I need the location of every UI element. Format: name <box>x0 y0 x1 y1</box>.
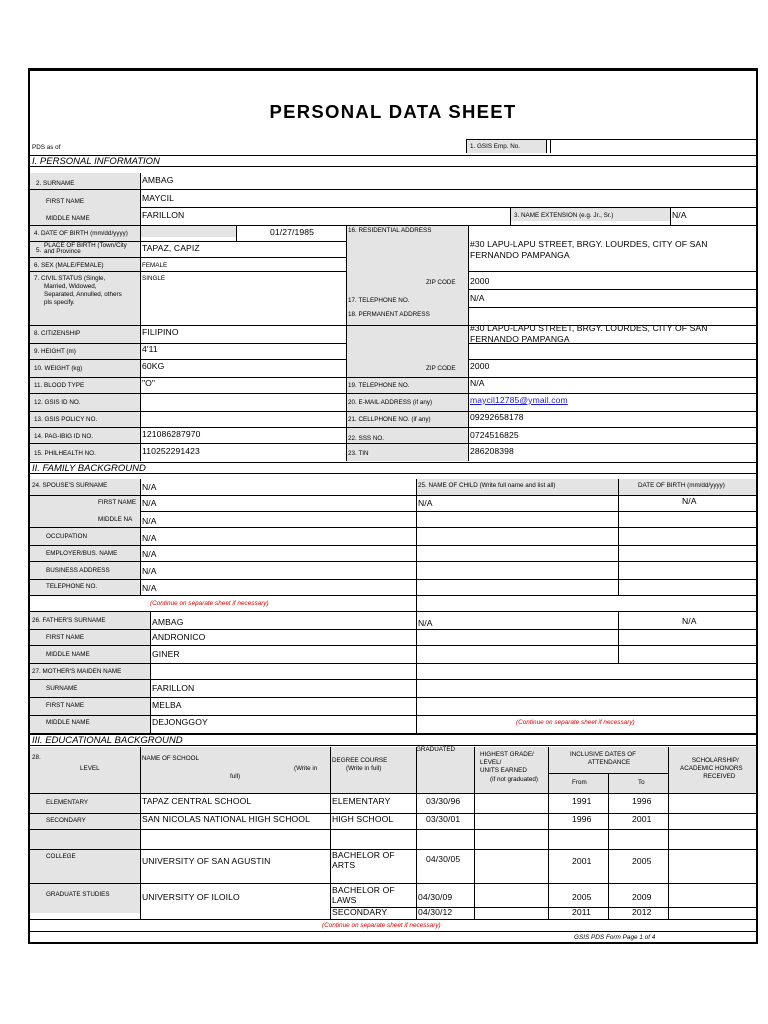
education-row-degree[interactable]: ELEMENTARY <box>332 796 391 806</box>
residential-address-value[interactable]: #30 LAPU-LAPU STREET, BRGY. LOURDES, CITY OF SAN FERNANDO PAMPANGA <box>470 239 708 260</box>
sss-value[interactable]: 0724516825 <box>470 430 519 440</box>
permanent-address-value[interactable]: #30 LAPU-LAPU STREET, BRGY. LOURDES, CITY OF SAN FERNANDO PAMPANGA <box>470 323 708 344</box>
section-personal-information <box>30 155 756 167</box>
personal-data-sheet-form <box>28 68 758 944</box>
tin-label: 23. TIN <box>348 450 369 457</box>
mother-middle-value[interactable]: DEJONGGOY <box>152 717 208 727</box>
weight-label: 10. WEIGHT (kg) <box>34 365 83 372</box>
father-first-label: FIRST NAME <box>46 634 85 641</box>
name-extension-value[interactable]: N/A <box>672 210 687 220</box>
education-row-from[interactable]: 1991 <box>572 796 592 806</box>
pob-label: PLACE OF BIRTH (Town/City and Province <box>44 242 127 256</box>
pagibig-label: 14. PAG-IBIG ID NO. <box>34 433 94 440</box>
occupation-value[interactable]: N/A <box>142 533 157 543</box>
spouse-surname-value[interactable]: N/A <box>142 482 157 492</box>
education-row-degree[interactable]: SECONDARY <box>332 907 388 917</box>
res-zip-value[interactable]: 2000 <box>470 276 490 286</box>
honors-header: SCHOLARSHIP/ ACADEMIC HONORS RECEIVED <box>680 757 743 781</box>
from-header: From <box>572 779 587 786</box>
education-number: 28. <box>32 754 41 761</box>
spouse-telephone-value[interactable]: N/A <box>142 583 157 593</box>
family-continue-note: (Continue on separate sheet if necessary) <box>150 600 269 607</box>
email-value[interactable]: maycil12785@ymail.com <box>470 395 568 405</box>
father-surname-value[interactable]: AMBAG <box>152 617 184 627</box>
mother-middle-label: MIDDLE NAME <box>46 719 90 726</box>
education-row-graduated[interactable]: 04/30/09 <box>418 892 453 902</box>
philhealth-label: 15. PHILHEALTH NO. <box>34 450 96 457</box>
tel19-value[interactable]: N/A <box>470 378 485 388</box>
civil-status-label: 7. CIVIL STATUS (Single, Married, Widowed, Separated, Annulled, others pls specify. <box>34 275 122 306</box>
child-name-value-2[interactable]: N/A <box>418 618 433 628</box>
section-family-background <box>30 462 756 474</box>
dob-value[interactable]: 01/27/1985 <box>270 227 315 237</box>
blood-type-label: 11. BLOOD TYPE <box>34 382 85 389</box>
inclusive-dates-header: INCLUSIVE DATES OF ATTENDANCE <box>570 751 637 767</box>
education-row-to[interactable]: 2009 <box>632 892 652 902</box>
form-footer: GSIS PDS Form Page 1 of 4 <box>574 934 656 941</box>
citizenship-value[interactable]: FILIPINO <box>142 327 179 337</box>
education-row-level: COLLEGE <box>46 853 76 860</box>
cellphone-value[interactable]: 09292658178 <box>470 412 524 422</box>
education-row-to[interactable]: 2005 <box>632 856 652 866</box>
education-row-school[interactable]: UNIVERSITY OF SAN AGUSTIN <box>142 856 271 866</box>
spouse-first-value[interactable]: N/A <box>142 498 157 508</box>
height-label: 9. HEIGHT (m) <box>34 348 76 355</box>
surname-value[interactable]: AMBAG <box>142 175 174 185</box>
child-dob-value[interactable]: N/A <box>682 496 697 506</box>
perm-zip-label: ZIP CODE <box>426 365 456 372</box>
level-header: LEVEL <box>80 765 100 772</box>
residential-address-label: 16. RESIDENTIAL ADDRESS <box>348 227 432 234</box>
child-name-header: 25. NAME OF CHILD (Write full name and list all) <box>418 482 556 489</box>
education-row-level: GRADUATE STUDIES <box>46 891 110 898</box>
mother-first-value[interactable]: MELBA <box>152 700 182 710</box>
child-name-value[interactable]: N/A <box>418 498 433 508</box>
sex-value[interactable]: FEMALE <box>142 262 168 269</box>
middle-name-value[interactable]: FARILLON <box>142 210 185 220</box>
name-extension-label: 3. NAME EXTENSION (e.g. Jr., Sr.) <box>514 212 614 219</box>
employer-value[interactable]: N/A <box>142 549 157 559</box>
education-row-graduated[interactable]: 04/30/12 <box>418 907 453 917</box>
mother-surname-label: SURNAME <box>46 685 78 692</box>
to-header: To <box>638 779 645 786</box>
education-row-school[interactable]: SAN NICOLAS NATIONAL HIGH SCHOOL <box>142 814 310 824</box>
gsis-emp-no-label: 1. GSIS Emp. No. <box>470 143 521 150</box>
tel17-value[interactable]: N/A <box>470 293 485 303</box>
highest-grade-header: HIGHEST GRADE/ LEVEL/ UNITS EARNED (if not graduated) <box>480 751 538 783</box>
child-dob-header: DATE OF BIRTH (mm/dd/yyyy) <box>638 482 725 489</box>
blood-type-value[interactable]: "O" <box>142 378 156 388</box>
education-continue-note: (Continue on separate sheet if necessary) <box>322 922 441 929</box>
first-name-value[interactable]: MAYCIL <box>142 193 174 203</box>
section-education-title: III. EDUCATIONAL BACKGROUND <box>32 735 183 746</box>
education-row-graduated[interactable]: 03/30/01 <box>426 814 461 824</box>
section-family-title: II. FAMILY BACKGROUND <box>32 463 146 474</box>
education-row-school[interactable]: TAPAZ CENTRAL SCHOOL <box>142 796 252 806</box>
education-row-graduated[interactable]: 04/30/05 <box>426 854 461 864</box>
pds-as-of-label: PDS as of <box>32 144 61 151</box>
dob-label: 4. DATE OF BIRTH (mm/dd/yyyy) <box>34 230 128 237</box>
family-continue-note-2: (Continue on separate sheet if necessary) <box>516 719 635 726</box>
spouse-first-label: FIRST NAME <box>98 499 137 506</box>
cellphone-label: 21. CELLPHONE NO. (if any) <box>348 416 431 423</box>
education-row-degree[interactable]: BACHELOR OF ARTS <box>332 850 395 870</box>
sex-label: 6. SEX (MALE/FEMALE) <box>34 262 104 269</box>
gsis-policy-label: 13. GSIS POLICY NO. <box>34 416 98 423</box>
school-header: NAME OF SCHOOL <box>142 755 200 762</box>
tin-value[interactable]: 286208398 <box>470 446 514 456</box>
perm-zip-value[interactable]: 2000 <box>470 361 490 371</box>
philhealth-value[interactable]: 110252291423 <box>142 446 200 456</box>
mother-maiden-label: 27. MOTHER'S MAIDEN NAME <box>32 668 122 675</box>
father-middle-value[interactable]: GINER <box>152 649 180 659</box>
education-row-from[interactable]: 2011 <box>572 907 591 917</box>
business-address-value[interactable]: N/A <box>142 566 157 576</box>
business-address-label: BUSINESS ADDRESS <box>46 567 110 574</box>
mother-surname-value[interactable]: FARILLON <box>152 683 195 693</box>
sss-label: 22. SSS NO. <box>348 435 385 442</box>
education-row-level: SECONDARY <box>46 817 86 824</box>
degree-header: DEGREE COURSE <box>332 757 388 764</box>
father-middle-label: MIDDLE NAME <box>46 651 90 658</box>
form-title: PERSONAL DATA SHEET <box>269 101 517 122</box>
section-personal-title: I. PERSONAL INFORMATION <box>32 156 160 167</box>
school-header-write: (Write in <box>294 765 318 772</box>
education-row-to[interactable]: 1996 <box>632 796 652 806</box>
education-row-level: ELEMENTARY <box>46 799 89 806</box>
mother-first-label: FIRST NAME <box>46 702 85 709</box>
education-row-from[interactable]: 2001 <box>572 856 592 866</box>
education-row-from[interactable]: 1996 <box>572 814 592 824</box>
email-label: 20. E-MAIL ADDRESS (if any) <box>348 399 433 406</box>
degree-header-sub: (Write in full) <box>346 765 382 772</box>
citizenship-label: 8. CITIZENSHIP <box>34 330 81 337</box>
pob-value[interactable]: TAPAZ, CAPIZ <box>142 243 200 253</box>
education-row-to[interactable]: 2001 <box>632 814 652 824</box>
gsis-id-label: 12. GSIS ID NO. <box>34 399 81 406</box>
res-zip-label: ZIP CODE <box>426 279 456 286</box>
education-row-school[interactable]: UNIVERSITY OF ILOILO <box>142 892 240 902</box>
permanent-address-label: 18. PERMANENT ADDRESS <box>348 311 430 318</box>
pagibig-value[interactable]: 121086287970 <box>142 429 201 439</box>
education-row-degree[interactable]: HIGH SCHOOL <box>332 814 394 824</box>
education-row-graduated[interactable]: 03/30/96 <box>426 796 461 806</box>
spouse-middle-value[interactable]: N/A <box>142 516 157 526</box>
occupation-label: OCCUPATION <box>46 533 88 540</box>
tel17-label: 17. TELEPHONE NO. <box>348 297 410 304</box>
civil-status-value[interactable]: SINGLE <box>142 275 166 282</box>
height-value[interactable]: 4'11 <box>142 344 158 354</box>
education-row-degree[interactable]: BACHELOR OF LAWS <box>332 885 395 905</box>
pob-number: 5. <box>36 247 42 254</box>
middle-name-label: MIDDLE NAME <box>46 215 90 222</box>
first-name-label: FIRST NAME <box>46 198 85 205</box>
tel19-label: 19. TELEPHONE NO. <box>348 382 410 389</box>
child-dob-value-2[interactable]: N/A <box>682 616 697 626</box>
spouse-middle-label: MIDDLE NA <box>98 516 133 523</box>
education-row-to[interactable]: 2012 <box>632 907 652 917</box>
spouse-telephone-label: TELEPHONE NO. <box>46 583 98 590</box>
father-surname-label: 26. FATHER'S SURNAME <box>32 617 106 624</box>
school-header-full: full) <box>230 773 241 780</box>
education-row-from[interactable]: 2005 <box>572 892 592 902</box>
graduated-header: GRADUATED <box>416 746 456 753</box>
spouse-surname-label: 24. SPOUSE'S SURNAME <box>32 482 108 489</box>
father-first-value[interactable]: ANDRONICO <box>152 632 206 642</box>
employer-label: EMPLOYER/BUS. NAME <box>46 550 118 557</box>
surname-label: 2. SURNAME <box>36 180 75 187</box>
section-educational-background <box>30 734 756 746</box>
weight-value[interactable]: 60KG <box>142 361 165 371</box>
